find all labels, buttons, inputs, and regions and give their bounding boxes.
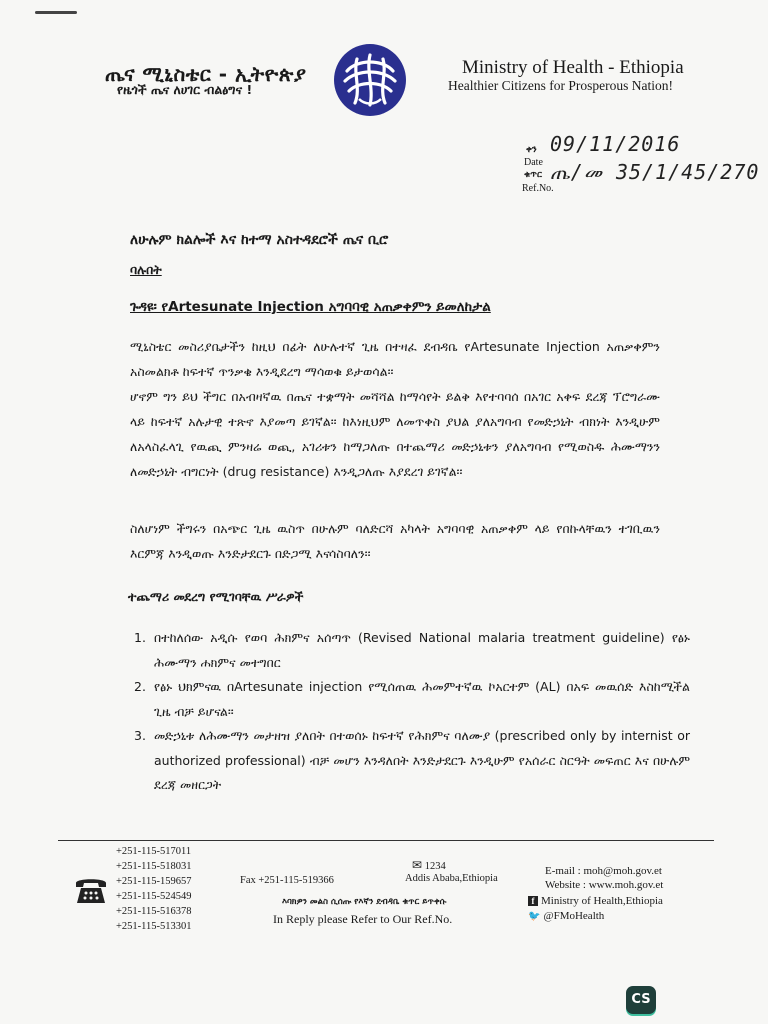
amharic-ministry-name: ጤና ሚኒስቴር - ኢትዮጵያ [105, 62, 307, 86]
actions-heading: ተጨማሪ መደረግ የሚገባቸዉ ሥራዎች [128, 589, 304, 604]
ref-label-en: Ref.No. [522, 183, 554, 194]
english-ministry-name: Ministry of Health - Ethiopia [462, 57, 684, 78]
paragraph-3: ስለሆነም ችግሩን በአጭር ጊዜ ዉስጥ በሁሉም ባለድርሻ አካላት አግባባዊ አጠቃቀም ላይ የበኩላቸዉን ተገቢዉን እርምጃ እንዲወጡ እንድታደርጉ በድጋሚ እናሳስባለን፡፡ [130, 521, 660, 561]
list-item-text: በተከለሰው አዲሱ የወባ ሕክምና አሰጣጥ (Revised National malaria treatment guideline) የፅኑ ሕሙማን ሐክምና መተግበር [154, 630, 690, 670]
po-box-number: 1234 [424, 861, 446, 872]
paragraph-1: ሚኒስቴር መስሪያቤታችን ከዚህ በፊት ለሁሉተኛ ጊዜ በተዛፈ ደብዳቤ የArtesunate Injection አጠቃቀምን አስመልክቶ ከፍተኛ ጥንቃቄ እንዲደረግ ማሳወቁ ይታወሳል፡፡ [130, 339, 660, 379]
facebook-label: Ministry of Health,Ethiopia [541, 895, 663, 907]
phone-number: +251-115-517011 [116, 846, 192, 857]
email-address: E-mail : moh@moh.gov.et [545, 865, 662, 877]
envelope-icon: ✉ [412, 858, 423, 872]
reply-note-en: In Reply please Refer to Our Ref.No. [273, 912, 453, 926]
twitter-icon: 🐦 [528, 911, 541, 922]
footer-divider [58, 840, 714, 841]
date-label-en: Date [524, 157, 543, 168]
telephone-icon [74, 875, 108, 905]
camscanner-badge[interactable]: CS [626, 986, 656, 1014]
list-item [130, 724, 690, 798]
phone-number: +251-115-524549 [116, 891, 192, 902]
list-item [130, 675, 690, 724]
phone-number: +251-115-159657 [116, 876, 192, 887]
twitter-label: @FMoHealth [543, 910, 605, 922]
list-item-number: 3. [134, 728, 146, 743]
phone-number: +251-115-513301 [116, 921, 192, 932]
date-label-am: ቀን [526, 145, 537, 155]
list-item-text: መድኃኒቱ ለሕሙማን መታዘዝ ያለበት በተወሰኑ ከፍተኛ የሕክምና ባለሙያ (prescribed only by internist or authorized professional) ብቻ መሆን እንዳለበት እንድታደርጉ እንዲሁም የአሰራር ስርዓት መፍጠር እና በሁሉም ደረጃ መዘርጋት [154, 728, 690, 792]
letter-subject: ጉዳዩ፡ የArtesunate Injection አግባባዊ አጠቃቀምን ይመለከታል [130, 299, 491, 315]
ministry-logo [333, 43, 407, 117]
website-address: Website : www.moh.gov.et [545, 879, 664, 891]
reply-note-am: እባክዎን መልስ ሲሰጡ የእኛን ደብዳቤ ቁጥር ይጥቀሱ [282, 897, 447, 907]
phone-number: +251-115-516378 [116, 906, 192, 917]
list-item-number: 2. [134, 679, 146, 694]
action-list [130, 626, 690, 798]
english-slogan: Healthier Citizens for Prosperous Nation! [448, 78, 673, 93]
list-item [130, 626, 690, 675]
recipient: ለሁሉም ክልሎች እና ከተማ አስተዳደሮች ጤና ቢሮ [130, 232, 389, 248]
twitter-handle [528, 910, 604, 922]
phone-number: +251-115-518031 [116, 861, 192, 872]
fax-number: Fax +251-115-519366 [240, 875, 334, 886]
recipient-location: ባሉበት [130, 262, 162, 277]
city-address: Addis Ababa,Ethiopia [405, 873, 498, 884]
amharic-slogan: የዜጎች ጤና ለሀገር ብልፅግና ! [117, 82, 253, 97]
list-item-text: የፅኑ ህክምናዉ በArtesunate injection የሚሰጠዉ ሕመምተኛዉ ኮአርተም (AL) በአፍ መዉሰድ እስከሚችል ጊዜ ብቻ ይሆናል፡፡ [154, 679, 690, 719]
phone-list [116, 844, 192, 934]
facebook-handle [528, 895, 663, 907]
ref-label-am: ቁጥር [524, 170, 542, 180]
date-handwritten: 09/11/2016 [550, 132, 681, 156]
ref-handwritten: ጤ/መ 35/1/45/270 [550, 160, 760, 184]
list-item-number: 1. [134, 630, 146, 645]
facebook-icon: f [528, 896, 538, 906]
scan-mark [35, 11, 77, 14]
paragraph-2: ሆኖም ግን ይህ ችግር በአብዛኛዉ በጤና ተቋማት መሻሻል ከማሳየት ይልቅ እየተባባሰ በአገር አቀፍ ደረጃ ፕሮግራሙ ላይ ከፍተኛ አሉታዊ ተጽኖ እያመጣ ይገኛል፡፡ ከእነዚህም ለመጥቀስ ያህል ያለአግባብ የመድኃኒት ብክነት እንዲሁም ለአላስፈላጊ የዉጪ ምንዛሬ ወጪ, አገሪቱን ከማጋለጡ በተጨማሪ መድኃኒቱን ያለአግባብ የሚወስዱ ሕሙማንን ለመድኃኒት ብግርነት (drug resistance) እንዲጋለጡ እያደረገ ይገኛል፡፡ [130, 389, 660, 479]
po-box [412, 858, 446, 873]
